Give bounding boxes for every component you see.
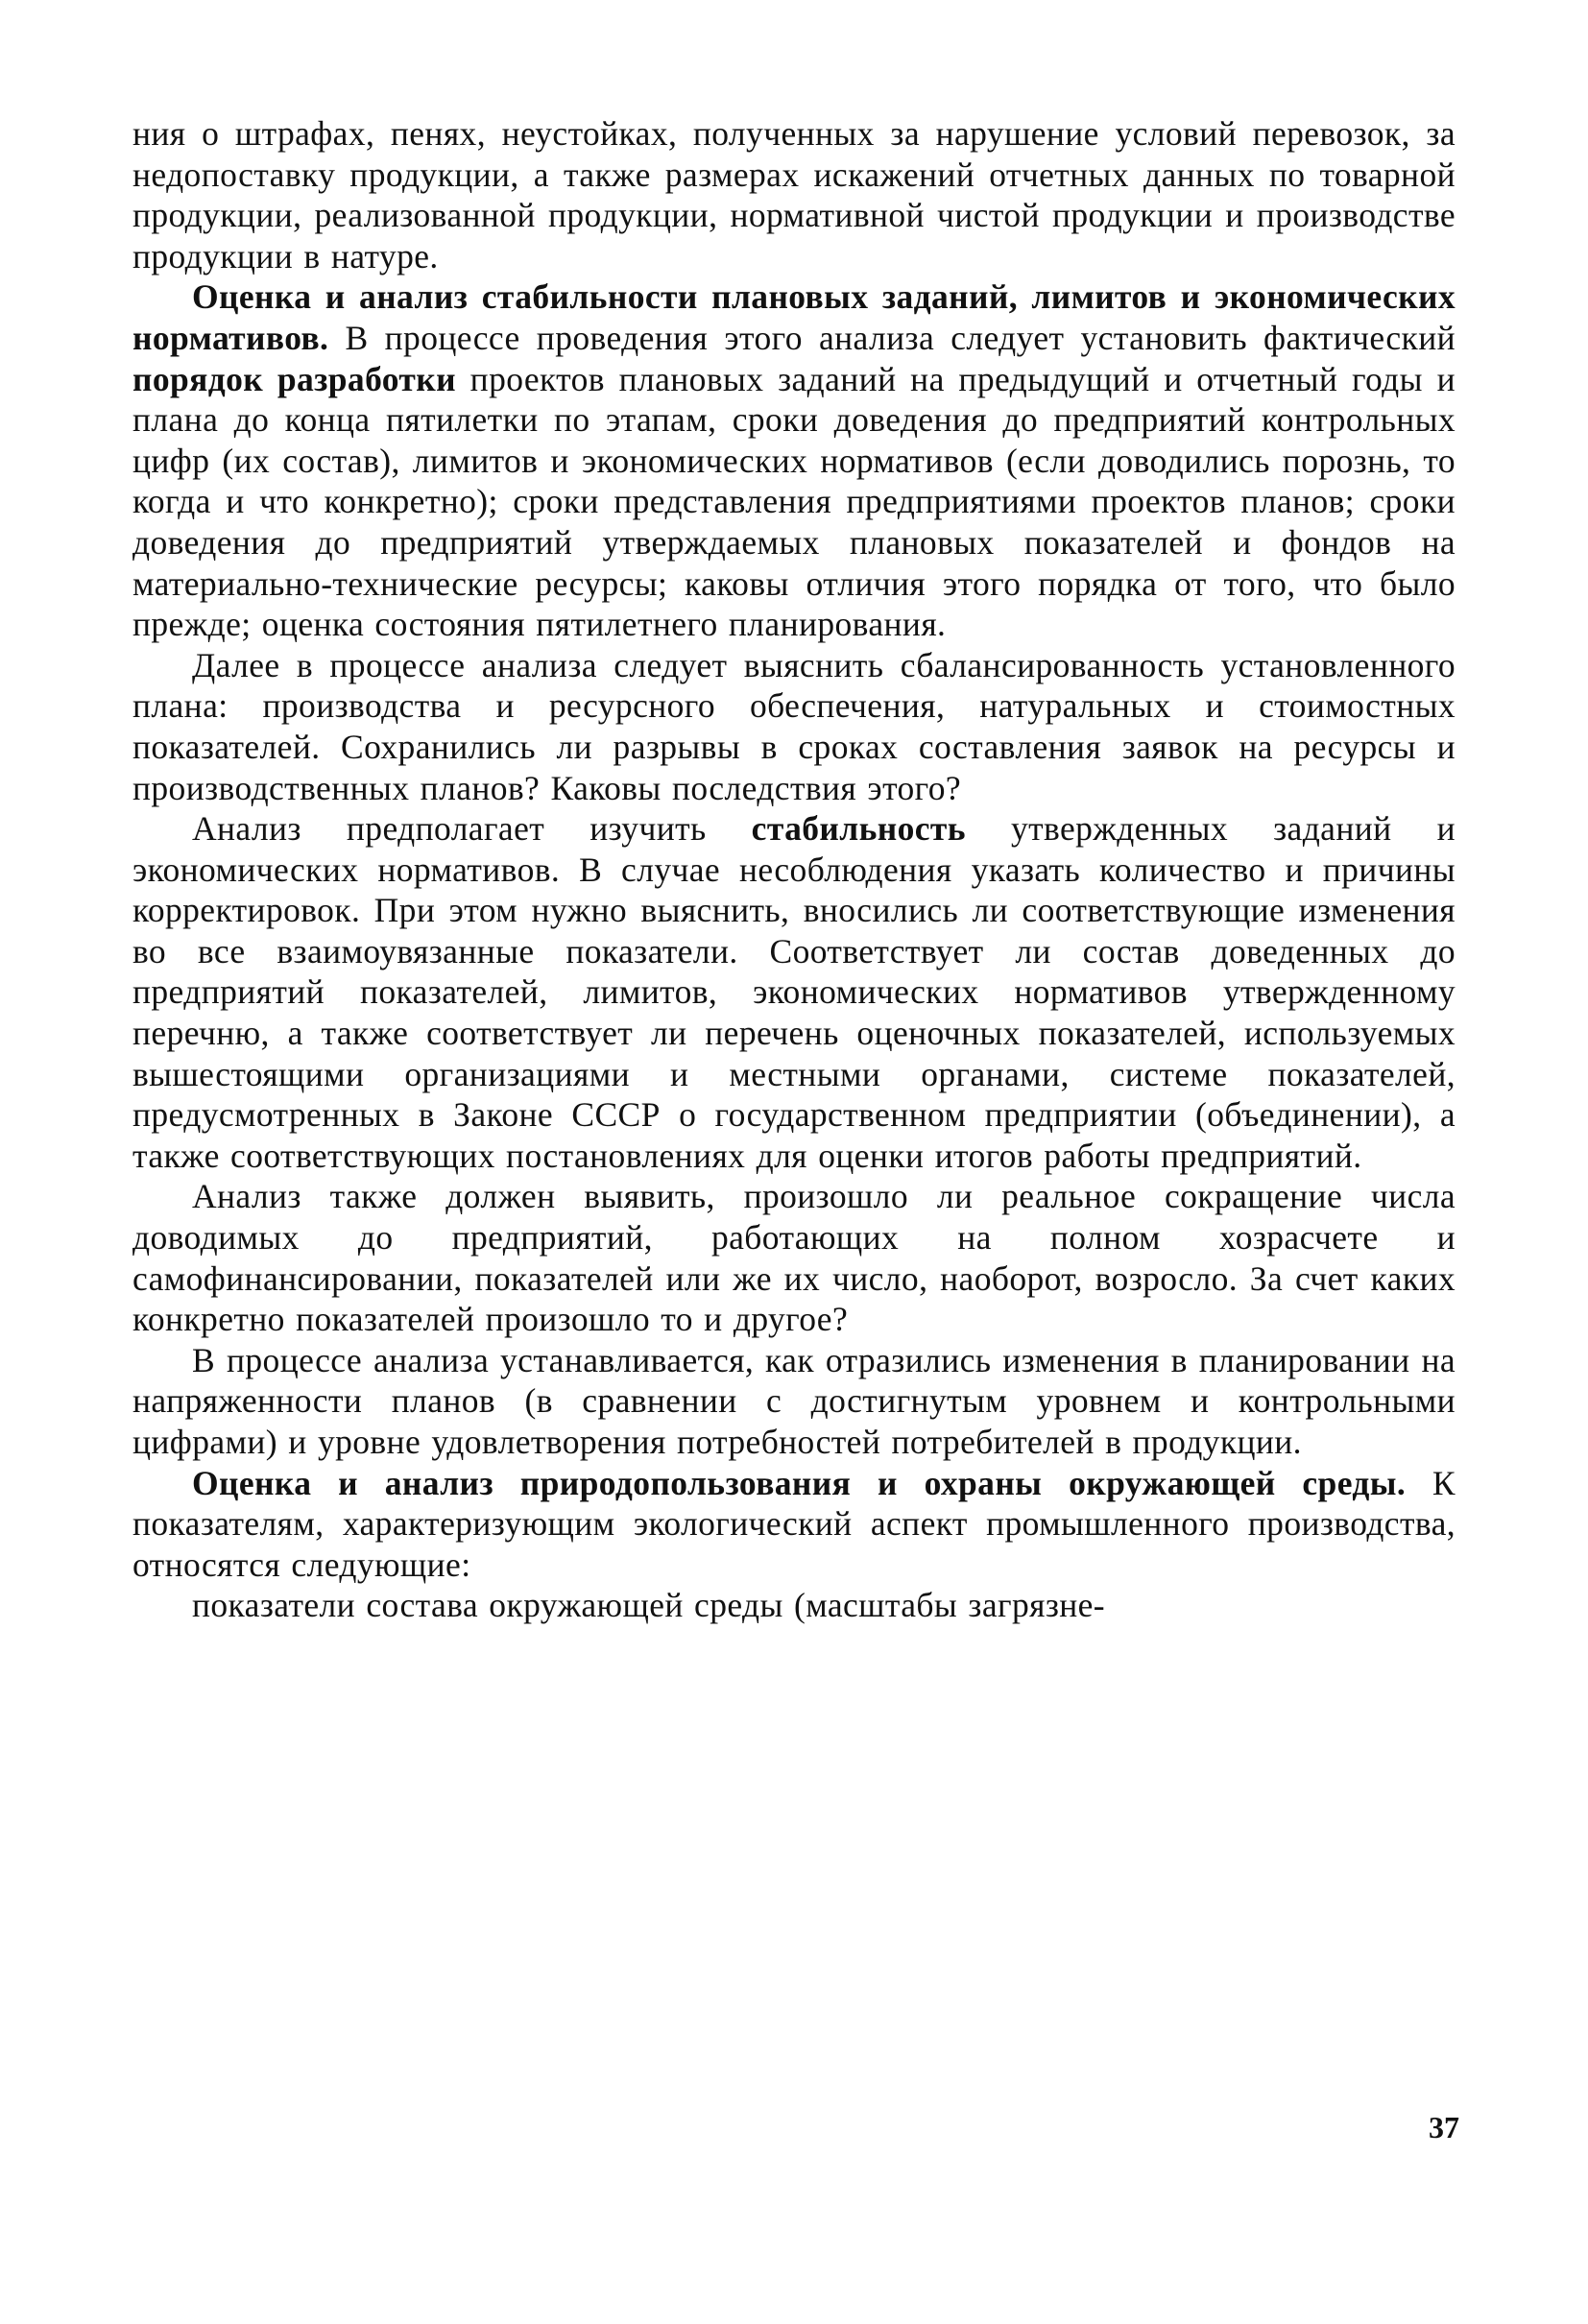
paragraph-text: К показателям, характеризующим экологический аспект промышленного производства, относятся следующие: [132, 1463, 1456, 1584]
paragraph-continuation: ния о штрафах, пенях, неустойках, полученных за нарушение условий перевозок, за недопоставку продукции, а также размерах искажений отчетных данных по товарной продукции, реализованной продукции, нормативной чистой продукции и производстве продукции в натуре. [132, 114, 1456, 276]
paragraph-environment-indicators: показатели состава окружающей среды (масштабы загрязне- [192, 1586, 1106, 1625]
page-body [132, 113, 1456, 1626]
paragraph-environment-section [132, 1463, 1456, 1586]
bold-term: порядок разработки [132, 359, 456, 398]
section-heading-environment: Оценка и анализ природопользования и охраны окружающей среды. [192, 1463, 1407, 1502]
paragraph-text: утвержденных заданий и экономических нормативов. В случае несоблюдения указать количество и причины корректировок. При этом нужно выяснить, вносились ли соответствующие изменения во все взаимоувязанные показатели. Соответствует ли состав доведенных до предприятий показателей, лимитов, экономических нормативов утвержденному перечню, а также соответствует ли перечень оценочных показателей, используемых вышестоящими организациями и местными органами, системе показателей, предусмотренных в Законе СССР о государственном предприятии (объединении), а также соответствующих постановлениях для оценки итогов работы предприятий. [132, 809, 1456, 1175]
section-heading-stability: Оценка и анализ стабильности плановых заданий, лимитов и экономических нормативов. [132, 277, 1456, 357]
paragraph-indicator-reduction: Анализ также должен выявить, произошло ли реальное сокращение числа доводимых до предприятий, работающих на полном хозрасчете и самофинансировании, показателей или же их число, наоборот, возросло. За счет каких конкретно показателей произошло то и другое? [132, 1177, 1456, 1339]
paragraph-stability-section [132, 276, 1456, 644]
page-number: 37 [1429, 2110, 1459, 2144]
paragraph-text: проектов плановых заданий на предыдущий и отчетный годы и плана до конца пятилетки по этапам, сроки доведения до предприятий контрольных цифр (их состав), лимитов и экономических нормативов (если доводились порознь, то когда и что конкретно); сроки представления предприятиями проектов планов; сроки доведения до предприятий утверждаемых плановых показателей и фондов на материально-технические ресурсы; каковы отличия этого порядка от того, что было прежде; оценка состояния пятилетнего планирования. [132, 359, 1456, 644]
paragraph-stability-analysis [132, 808, 1456, 1176]
paragraph-text: В процессе проведения этого анализа следует установить фактический [328, 318, 1456, 357]
paragraph-balance: Далее в процессе анализа следует выяснить сбалансированность установленного плана: производства и ресурсного обеспечения, натуральных и стоимостных показателей. Сохранились ли разрывы в сроках составления заявок на ресурсы и производственных планов? Каковы последствия этого? [132, 645, 1456, 807]
paragraph-text: Анализ предполагает изучить [192, 809, 752, 849]
paragraph-planning-changes: В процессе анализа устанавливается, как отразились изменения в планировании на напряженности планов (в сравнении с достигнутым уровнем и контрольными цифрами) и уровне удовлетворения потребностей потребителей в продукции. [132, 1340, 1456, 1461]
bold-term: стабильность [751, 809, 966, 849]
